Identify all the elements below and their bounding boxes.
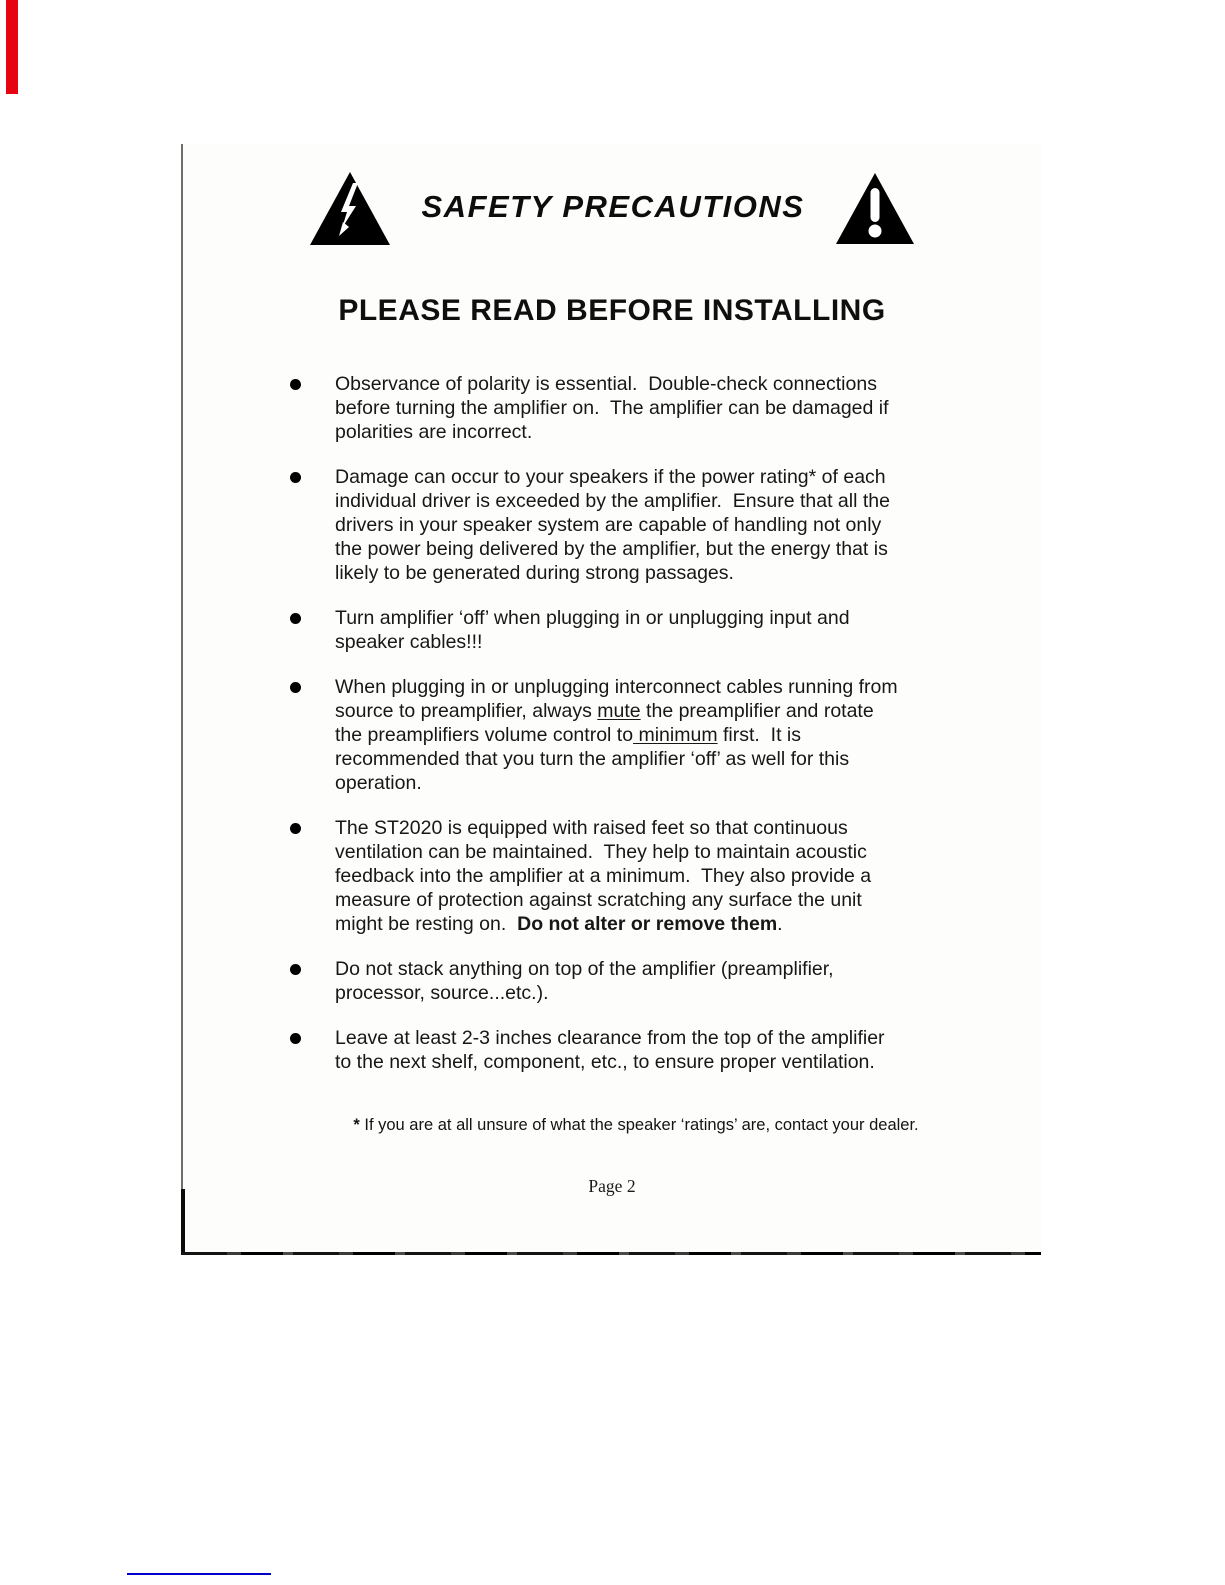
bullet-text: The ST2020 is equipped with raised feet so that continuous ventilation can be maintained. They help to maintain acoustic feedback into the amplifier at a minimum. They also provide a measure of protection against scratching any surface the unit might be resting on. Do not alter or remove them. [335,817,877,935]
list-item [290,816,906,936]
safety-list [290,372,906,1074]
list-item [290,606,906,654]
list-item [290,675,906,795]
bullet-icon [290,675,335,795]
footnote-text: * If you are at all unsure of what the speaker ‘ratings’ are, contact your dealer. [353,1116,919,1134]
bullet-text: When plugging in or unplugging interconnect cables running from source to preamplifier, always mute the preamplifier and rotate the preamplifiers volume control to minimum first. It is recommended that you turn the amplifier ‘off’ as well for this operation. [335,676,904,794]
document-frame [181,144,1041,1255]
bullet-icon [290,372,335,444]
bullet-icon [290,957,335,1005]
bullet-text: Observance of polarity is essential. Double-check connections before turning the amplifier on. The amplifier can be damaged if polarities are incorrect. [335,373,894,443]
bullet-text: Leave at least 2-3 inches clearance from the top of the amplifier to the next shelf, component, etc., to ensure proper ventilation. [335,1027,890,1073]
bullet-icon [290,606,335,654]
exclamation-warning-triangle-icon [834,171,916,247]
bullet-text: Do not stack anything on top of the amplifier (preamplifier, processor, source...etc.). [335,958,840,1004]
list-item [290,465,906,585]
scan-left-edge-dark [181,1189,185,1255]
bullet-text: Turn amplifier ‘off’ when plugging in or unplugging input and speaker cables!!! [335,607,855,653]
list-item [290,372,906,444]
bullet-text: Damage can occur to your speakers if the power rating* of each individual driver is exceeded by the amplifier. Ensure that all the drivers in your speaker system are capable of handling not only the power being delivered by the amplifier, but the energy that is likely to be generated during strong passages. [335,466,896,584]
section-heading: PLEASE READ BEFORE INSTALLING [338,294,886,327]
bullet-icon [290,465,335,585]
bullet-icon [290,816,335,936]
bullet-icon [290,1026,335,1074]
footnote [335,1095,951,1155]
safety-header [183,168,1041,250]
scan-bottom-edge [181,1252,1041,1255]
page-number: Page 2 [588,1176,636,1196]
page-title: SAFETY PRECAUTIONS [421,189,805,224]
blue-underline-mark [127,1573,271,1575]
red-margin-mark [6,0,18,94]
lightning-warning-triangle-icon [308,170,392,248]
list-item [290,1026,906,1074]
list-item [290,957,906,1005]
